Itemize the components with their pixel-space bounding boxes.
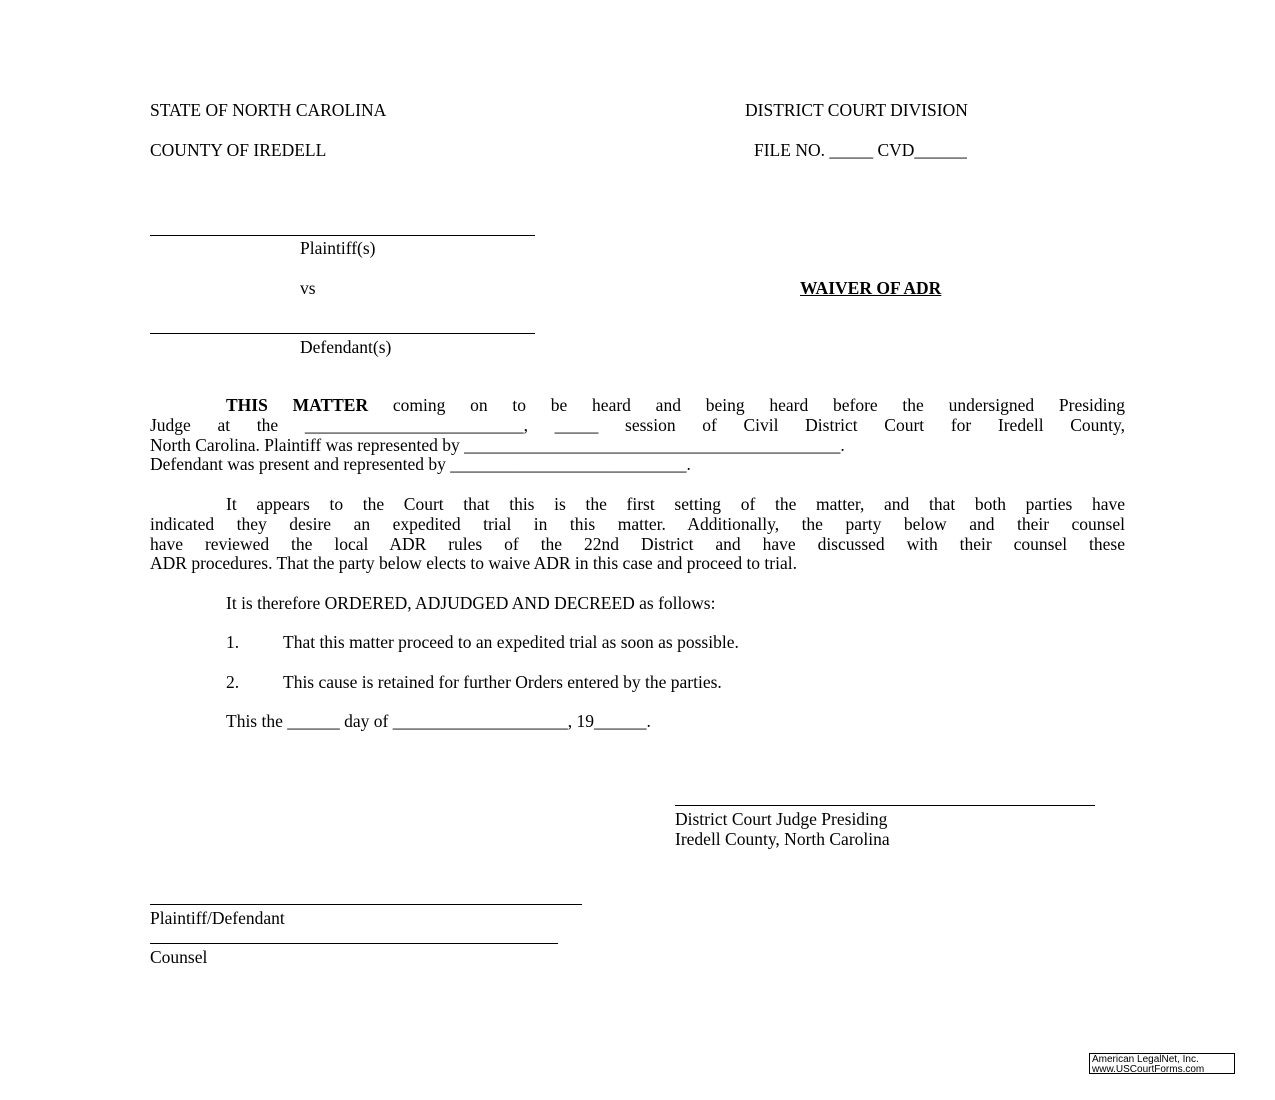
order-item-number: 1. xyxy=(226,632,240,652)
plaintiff-name-line xyxy=(150,235,535,236)
plaintiff-label: Plaintiff(s) xyxy=(300,238,376,258)
document-title: WAIVER OF ADR xyxy=(800,278,942,298)
paragraph-line: have reviewed the local ADR rules of the 22nd District and have discussed with their counsel these xyxy=(150,534,1125,554)
paragraph-line: ADR procedures. That the party below elects to waive ADR in this case and proceed to trial. xyxy=(150,554,797,574)
line-rest: coming on to be heard and being heard before the undersigned Presiding xyxy=(368,396,1125,415)
paragraph-line: North Carolina. Plaintiff was represented by ___________________________________________. xyxy=(150,435,845,455)
party-signature-line xyxy=(150,904,582,905)
judge-county: Iredell County, North Carolina xyxy=(675,829,890,849)
county-heading: COUNTY OF IREDELL xyxy=(150,140,327,160)
paragraph-line: It appears to the Court that this is the first setting of the matter, and that both parties have xyxy=(226,495,1125,514)
party-signature-label: Plaintiff/Defendant xyxy=(150,908,285,928)
counsel-signature-line xyxy=(150,943,558,944)
counsel-signature-label: Counsel xyxy=(150,947,208,967)
publisher-name: American LegalNet, Inc. xyxy=(1092,1054,1199,1065)
paragraph-court-finding xyxy=(150,495,1125,574)
date-line: This the ______ day of ____________________, 19______. xyxy=(226,711,651,731)
judge-title: District Court Judge Presiding xyxy=(675,809,888,829)
file-number: FILE NO. _____ CVD______ xyxy=(754,140,967,160)
defendant-label: Defendant(s) xyxy=(300,337,392,357)
paragraph-this-matter xyxy=(150,396,1125,475)
publisher-badge xyxy=(1089,1053,1235,1074)
ordered-statement: It is therefore ORDERED, ADJUDGED AND DECREED as follows: xyxy=(226,593,716,613)
defendant-name-line xyxy=(150,333,535,334)
publisher-url: www.USCourtForms.com xyxy=(1092,1064,1205,1075)
paragraph-line xyxy=(150,396,1125,416)
versus-label: vs xyxy=(300,278,316,298)
order-item-text: This cause is retained for further Orders entered by the parties. xyxy=(283,672,722,692)
paragraph-line: indicated they desire an expedited trial in this matter. Additionally, the party below and their counsel xyxy=(150,514,1125,534)
bold-lead: THIS MATTER xyxy=(226,396,369,415)
state-heading: STATE OF NORTH CAROLINA xyxy=(150,100,387,120)
division-heading: DISTRICT COURT DIVISION xyxy=(745,100,968,120)
paragraph-line: Judge at the _________________________, _____ session of Civil District Court for Iredell County, xyxy=(150,415,1125,435)
order-item-text: That this matter proceed to an expedited trial as soon as possible. xyxy=(283,632,739,652)
order-item-number: 2. xyxy=(226,672,240,692)
paragraph-line: Defendant was present and represented by ___________________________. xyxy=(150,455,691,475)
judge-signature-line xyxy=(675,805,1095,806)
